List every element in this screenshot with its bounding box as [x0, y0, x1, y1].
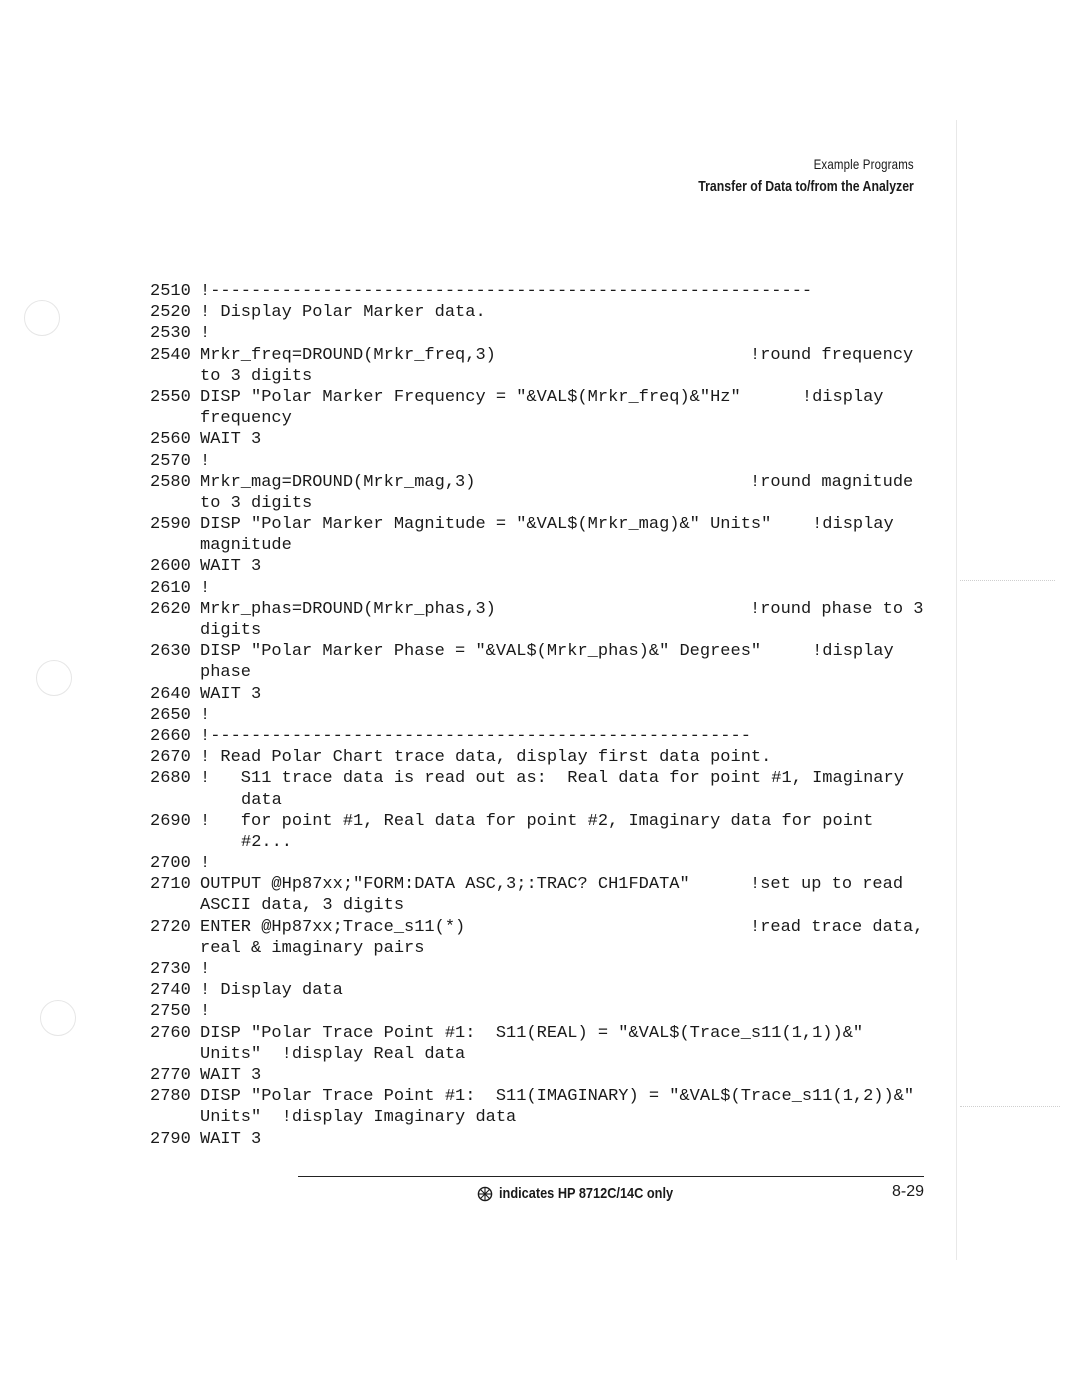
program-listing [150, 281, 940, 1150]
code-line [150, 514, 940, 535]
code-line [150, 429, 940, 450]
code-line [150, 705, 940, 726]
line-number: 2730 [150, 960, 191, 979]
code-line [150, 578, 940, 599]
code-text: ! [200, 578, 211, 598]
scan-mark [960, 1106, 1060, 1107]
line-number: 2690 [150, 811, 191, 831]
code-line [150, 684, 940, 705]
footer-note [477, 1185, 704, 1202]
code-text: ! Display data [200, 981, 343, 1001]
code-continuation: ASCII data, 3 digits [200, 896, 405, 916]
code-text: ! S11 trace data is read out as: Real data for point #1, Imaginary [200, 769, 904, 789]
code-text: WAIT 3 [200, 557, 262, 577]
code-text: Mrkr_freq=DROUND(Mrkr_freq,3) [200, 345, 496, 365]
code-continuation: data [241, 790, 282, 810]
code-text: ENTER @Hp87xx;Trace_s11(*) [200, 917, 466, 937]
code-line [150, 726, 940, 747]
code-line [150, 302, 940, 323]
code-line [150, 345, 940, 366]
code-continuation: to 3 digits [200, 366, 313, 386]
code-text: ! [200, 1002, 211, 1022]
line-number: 2590 [150, 515, 191, 535]
line-number: 2760 [150, 1023, 191, 1043]
code-line [150, 959, 940, 980]
line-number: 2650 [150, 705, 191, 725]
scan-mark [960, 580, 1055, 581]
code-text: ! [200, 324, 211, 344]
code-continuation: digits [200, 621, 262, 640]
line-number: 2720 [150, 917, 191, 937]
code-line [150, 387, 940, 408]
code-text: DISP "Polar Trace Point #1: S11(IMAGINARY) = "&VAL$(Trace_s11(1,2))&" [200, 1087, 915, 1107]
code-text: ! Display Polar Marker data. [200, 303, 486, 323]
code-text: DISP "Polar Marker Phase = "&VAL$(Mrkr_phas)&" Degrees" !display [200, 642, 894, 662]
subsection-title: Transfer of Data to/from the Analyzer [698, 178, 914, 195]
line-number: 2780 [150, 1087, 191, 1107]
code-text: WAIT 3 [200, 1065, 262, 1085]
line-number: 2530 [150, 324, 191, 344]
binder-hole [40, 1000, 76, 1036]
instrument-symbol-icon [477, 1186, 493, 1202]
line-number: 2620 [150, 599, 191, 619]
code-continuation: frequency [200, 409, 292, 429]
code-line [150, 281, 940, 302]
binder-hole [36, 660, 72, 696]
line-number: 2550 [150, 387, 191, 407]
footer-note-text: indicates HP 8712C/14C only [499, 1185, 674, 1202]
code-text: !----------------------------------------------------- [200, 726, 751, 746]
code-line [150, 556, 940, 577]
section-title: Example Programs [813, 156, 914, 172]
code-line [150, 980, 940, 1001]
code-line [150, 599, 940, 620]
code-text: WAIT 3 [200, 430, 262, 450]
code-line [150, 747, 940, 768]
code-line [150, 451, 940, 472]
code-comment: !round magnitude [750, 472, 914, 492]
code-line [150, 768, 940, 789]
code-line [150, 641, 940, 662]
line-number: 2630 [150, 642, 191, 662]
running-header [651, 156, 914, 195]
code-line [150, 1023, 940, 1044]
code-continuation: Units" !display Imaginary data [200, 1108, 517, 1128]
code-text: DISP "Polar Marker Frequency = "&VAL$(Mrkr_freq)&"Hz" !display [200, 387, 884, 407]
line-number: 2540 [150, 345, 191, 365]
code-line [150, 1001, 940, 1022]
code-text: ! Read Polar Chart trace data, display first data point. [200, 748, 772, 768]
code-text: !----------------------------------------------------------- [200, 282, 813, 301]
code-continuation: magnitude [200, 536, 292, 556]
line-number: 2670 [150, 748, 191, 768]
code-line [150, 323, 940, 344]
code-comment: !round phase to 3 [750, 599, 924, 619]
code-continuation: phase [200, 663, 252, 683]
code-line [150, 1065, 940, 1086]
code-text: ! [200, 854, 211, 874]
code-line [150, 1086, 940, 1107]
code-text: Mrkr_phas=DROUND(Mrkr_phas,3) [200, 599, 496, 619]
code-line [150, 811, 940, 832]
code-text: DISP "Polar Marker Magnitude = "&VAL$(Mrkr_mag)&" Units" !display [200, 515, 894, 535]
code-continuation: to 3 digits [200, 493, 313, 513]
code-text: ! [200, 705, 211, 725]
scan-edge-rule [956, 120, 957, 1260]
code-comment: !read trace data, [750, 917, 924, 937]
code-comment: !set up to read [750, 875, 904, 895]
line-number: 2740 [150, 981, 191, 1001]
line-number: 2770 [150, 1065, 191, 1085]
code-text: DISP "Polar Trace Point #1: S11(REAL) = "&VAL$(Trace_s11(1,1))&" [200, 1023, 864, 1043]
code-text: WAIT 3 [200, 1129, 262, 1149]
code-text: Mrkr_mag=DROUND(Mrkr_mag,3) [200, 472, 476, 492]
code-text: WAIT 3 [200, 684, 262, 704]
line-number: 2580 [150, 472, 191, 492]
line-number: 2660 [150, 726, 191, 746]
line-number: 2790 [150, 1129, 191, 1149]
page-number: 8-29 [891, 1183, 924, 1200]
code-line [150, 853, 940, 874]
code-text: OUTPUT @Hp87xx;"FORM:DATA ASC,3;:TRAC? CH1FDATA" [200, 875, 690, 895]
line-number: 2640 [150, 684, 191, 704]
line-number: 2710 [150, 875, 191, 895]
line-number: 2570 [150, 451, 191, 471]
code-comment: !round frequency [750, 345, 914, 365]
line-number: 2520 [150, 303, 191, 323]
line-number: 2560 [150, 430, 191, 450]
code-continuation: Units" !display Real data [200, 1044, 466, 1064]
code-text: ! for point #1, Real data for point #2, Imaginary data for point [200, 811, 874, 831]
code-text: ! [200, 451, 211, 471]
line-number: 2700 [150, 854, 191, 874]
line-number: 2600 [150, 557, 191, 577]
code-text: ! [200, 960, 211, 979]
line-number: 2680 [150, 769, 191, 789]
code-line [150, 472, 940, 493]
line-number: 2750 [150, 1002, 191, 1022]
code-line [150, 874, 940, 895]
line-number: 2610 [150, 578, 191, 598]
footer-rule [298, 1176, 924, 1177]
code-line [150, 1129, 940, 1150]
line-number: 2510 [150, 282, 191, 301]
code-continuation: #2... [241, 832, 293, 852]
code-continuation: real & imaginary pairs [200, 938, 425, 958]
code-line [150, 917, 940, 938]
binder-hole [24, 300, 60, 336]
